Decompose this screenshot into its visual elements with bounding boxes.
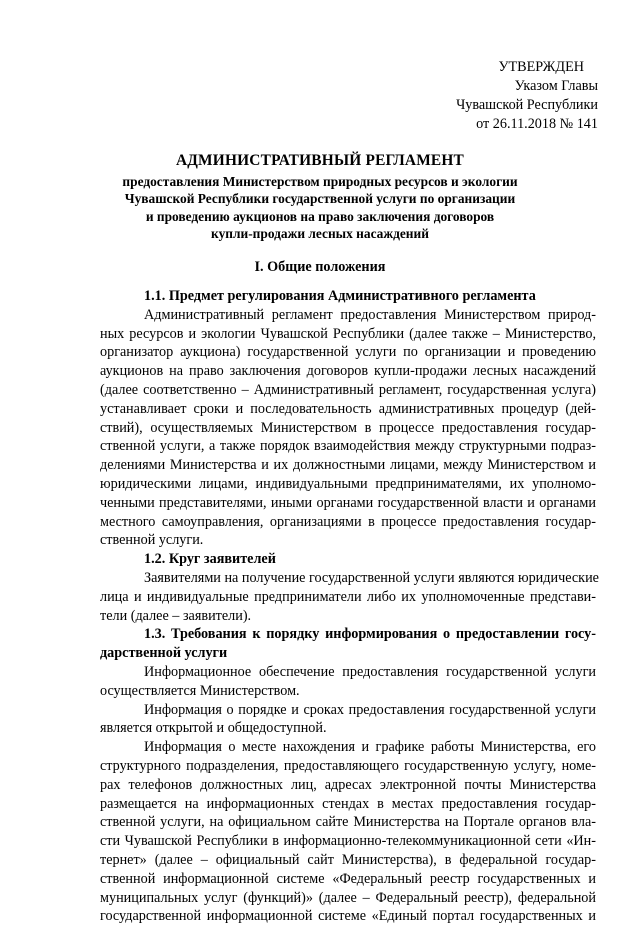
subtitle-line: купли-продажи лесных насаждений [211,225,429,241]
document-body [100,287,599,926]
text-line: ствий), осуществляемых Министерством в процессе предоставления государ- [100,419,596,436]
text-line: рах телефонов должностных лиц, адресах электронной почты Министерства [100,776,596,793]
approval-republic: Чувашской Республики [456,97,598,113]
text-line: Заявителями на получение государственной услуги являются юридические [144,569,599,586]
subtitle-line: и проведению аукционов на право заключения договоров [145,208,495,224]
text-line: ных ресурсов и экологии Чувашской Республики (далее также – Министерство, [100,325,596,342]
text-line: Административный регламент предоставления Министерством природ- [144,306,596,323]
text-line: ственной услуги, а также порядок взаимодействия между структурными подраз- [100,438,596,455]
text-line: тели (далее – заявители). [100,607,252,624]
text-line: аукционов на право заключения договоров купли-продажи лесных насаждений [100,363,596,380]
clause-heading-1-1: 1.1. Предмет регулирования Административного регламента [144,288,536,304]
text-line: делениями Министерства и их должностными лицами, между Министерством и [100,457,596,474]
approval-issuer: Указом Главы [514,78,598,94]
approval-heading: УТВЕРЖДЕН [498,59,584,75]
text-line: осуществляется Министерством. [100,682,300,699]
text-line: местного самоуправления, организациями в процессе предоставления государ- [100,513,596,530]
text-line: организатор аукциона) государственной услуги по организации и проведению [100,344,596,361]
text-line: муниципальных услуг (функций)» (далее – Федеральный реестр), федеральной [100,889,596,906]
text-line: лица и индивидуальные предприниматели либо их уполномоченные представи- [100,588,596,605]
approval-date-number: от 26.11.2018 № 141 [476,116,598,132]
text-line: юридическими лицами, индивидуальными предпринимателями, их уполномо- [100,475,596,492]
clause-heading-1-3: 1.3. Требования к порядку информирования о предоставлении госу- [144,626,596,643]
subtitle-line: Чувашской Республики государственной услуги по организации [124,191,516,207]
text-line: тернет» (далее – официальный сайт Министерства), в федеральной государ- [100,851,596,868]
text-line: размещается на информационных стендах в местах предоставления государ- [100,795,596,812]
clause-heading-1-2: 1.2. Круг заявителей [144,551,276,568]
subtitle-line: предоставления Министерством природных ресурсов и экологии [122,174,518,189]
text-line: сти Чувашской Республики в информационно-телекоммуникационной сети «Ин- [100,833,596,850]
text-line: ченными представителями, иными органами государственной власти и органами [100,494,596,511]
text-line: Информационное обеспечение предоставления государственной услуги [144,663,596,680]
section-title: I. Общие положения [254,259,386,275]
text-line: Информация о месте нахождения и графике работы Министерства, его [144,739,596,756]
text-line: устанавливает сроки и последовательность административных процедур (дей- [100,400,596,417]
approval-stamp [456,58,598,134]
text-line: является открытой и общедоступной. [100,720,327,737]
text-line: государственной информационной системе «Единый портал государственных и [100,908,596,925]
text-line: Информация о порядке и сроках предоставления государственной услуги [144,701,596,718]
document-title: АДМИНИСТРАТИВНЫЙ РЕГЛАМЕНТ [175,152,465,169]
text-line: ственной информационной системе «Федеральный реестр государственных и [100,870,596,887]
text-line: ственной услуги, на официальном сайте Министерства на Портале органов вла- [100,814,596,831]
text-line: ственной услуги. [100,532,204,549]
document-subtitle [70,173,570,242]
text-line: структурного подразделения, предоставляющего государственную услугу, номе- [100,757,596,774]
clause-heading-1-3-cont: дарственной услуги [100,645,228,662]
text-line: (далее соответственно – Административный регламент, государственная услуга) [100,381,596,398]
